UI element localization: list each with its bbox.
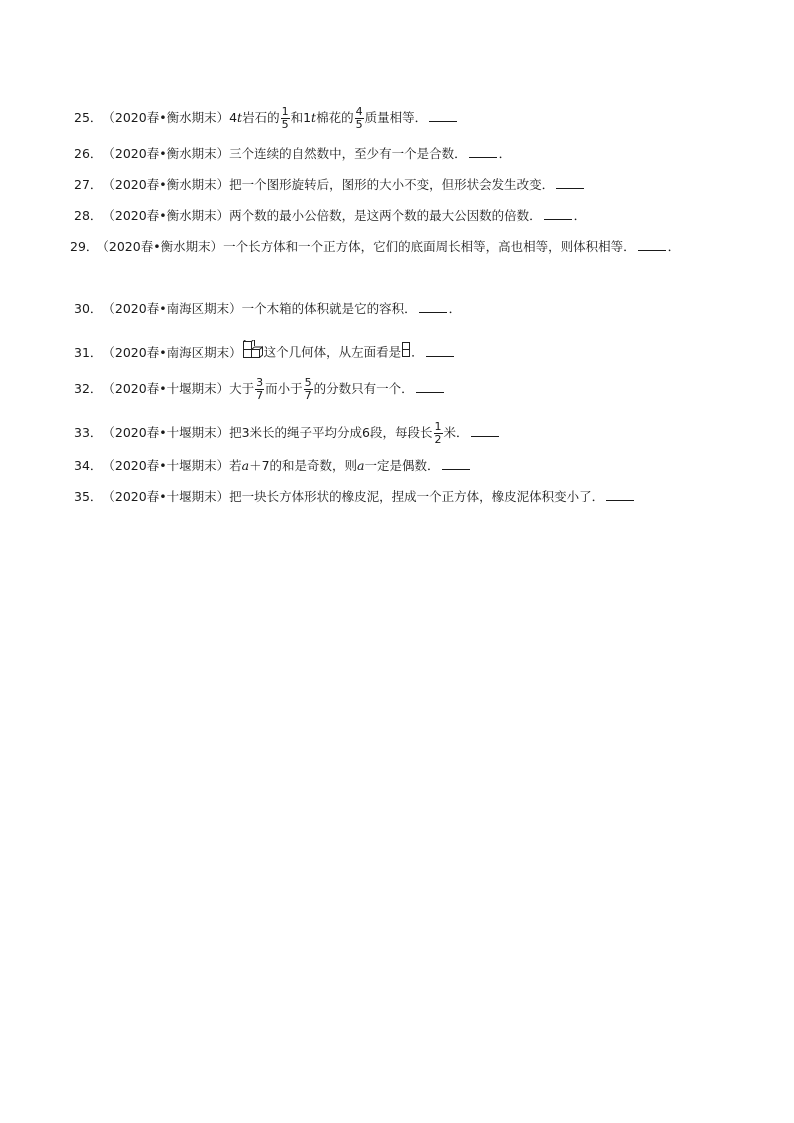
question-35: 35．（2020春•十堰期末）把一块长方体形状的橡皮泥，捏成一个正方体，橡皮泥体积变小了．: [74, 487, 734, 507]
answer-blank[interactable]: [419, 300, 447, 313]
question-number: 25．: [74, 110, 103, 125]
question-number: 30．: [74, 301, 103, 316]
answer-blank[interactable]: [469, 145, 497, 158]
question-source: （2020春•十堰期末）: [102, 489, 230, 504]
question-30: 30．（2020春•南海区期末）一个木箱的体积就是它的容积． ．: [74, 299, 734, 319]
question-source: （2020春•南海区期末）: [102, 344, 242, 360]
question-source: （2020春•南海区期末）: [102, 301, 242, 316]
question-number: 26．: [74, 146, 103, 161]
question-number: 32．: [74, 381, 103, 396]
question-number: 27．: [74, 177, 103, 192]
question-26: 26．（2020春•衡水期末）三个连续的自然数中，至少有一个是合数． ．: [74, 144, 734, 164]
question-source: （2020春•十堰期末）: [102, 381, 230, 396]
fraction: $\frac{4}{5}$: [355, 105, 363, 131]
question-32: 32．（2020春•十堰期末）大于 $\frac{3}{7}$ 而小于 $\frac{5}{7}$ 的分数只有一个．: [74, 377, 734, 402]
answer-blank[interactable]: [638, 238, 666, 251]
question-33: 33．（2020春•十堰期末）把3米长的绳子平均分成6段，每段长 $\frac{1}{2}$ 米．: [74, 421, 734, 446]
answer-blank[interactable]: [556, 176, 584, 189]
question-source: （2020春•十堰期末）: [102, 425, 230, 440]
question-34: 34．（2020春•十堰期末）若a＋7的和是奇数，则a一定是偶数．: [74, 456, 734, 476]
answer-blank[interactable]: [416, 380, 444, 393]
answer-blank[interactable]: [544, 207, 572, 220]
question-number: 34．: [74, 458, 103, 473]
answer-blank[interactable]: [426, 344, 454, 357]
fraction: $\frac{3}{7}$: [256, 376, 264, 402]
cube-solid-figure: [242, 340, 264, 366]
question-source: （2020春•衡水期末）: [102, 110, 230, 125]
question-source: （2020春•衡水期末）: [96, 239, 224, 254]
question-number: 35．: [74, 489, 103, 504]
answer-blank[interactable]: [606, 488, 634, 501]
question-27: 27．（2020春•衡水期末）把一个图形旋转后，图形的大小不变，但形状会发生改变．: [74, 175, 734, 195]
question-28: 28．（2020春•衡水期末）两个数的最小公倍数，是这两个数的最大公因数的倍数． ．: [74, 206, 734, 226]
question-number: 29．: [70, 239, 99, 254]
fraction: $\frac{1}{5}$: [281, 105, 289, 131]
question-29: 29．（2020春•衡水期末）一个长方体和一个正方体，它们的底面周长相等，高也相等，则体积相等． ．: [74, 234, 726, 260]
question-source: （2020春•衡水期末）: [102, 146, 230, 161]
answer-blank[interactable]: [429, 109, 457, 122]
question-source: （2020春•衡水期末）: [102, 208, 230, 223]
question-31: 31．（2020春•南海区期末） 这个几何体，从左面看是 ．: [74, 340, 734, 366]
question-25: 25．（2020春•衡水期末）4t岩石的 $\frac{1}{5}$ 和1t棉花的 $\frac{4}{5}$ 质量相等．: [74, 106, 734, 131]
fraction: $\frac{5}{7}$: [304, 376, 312, 402]
question-source: （2020春•衡水期末）: [102, 177, 230, 192]
left-view-figure: [401, 341, 411, 365]
fraction: $\frac{1}{2}$: [434, 420, 442, 446]
question-number: 31．: [74, 344, 103, 360]
answer-blank[interactable]: [471, 424, 499, 437]
answer-blank[interactable]: [442, 457, 470, 470]
question-number: 33．: [74, 425, 103, 440]
question-number: 28．: [74, 208, 103, 223]
question-source: （2020春•十堰期末）: [102, 458, 230, 473]
